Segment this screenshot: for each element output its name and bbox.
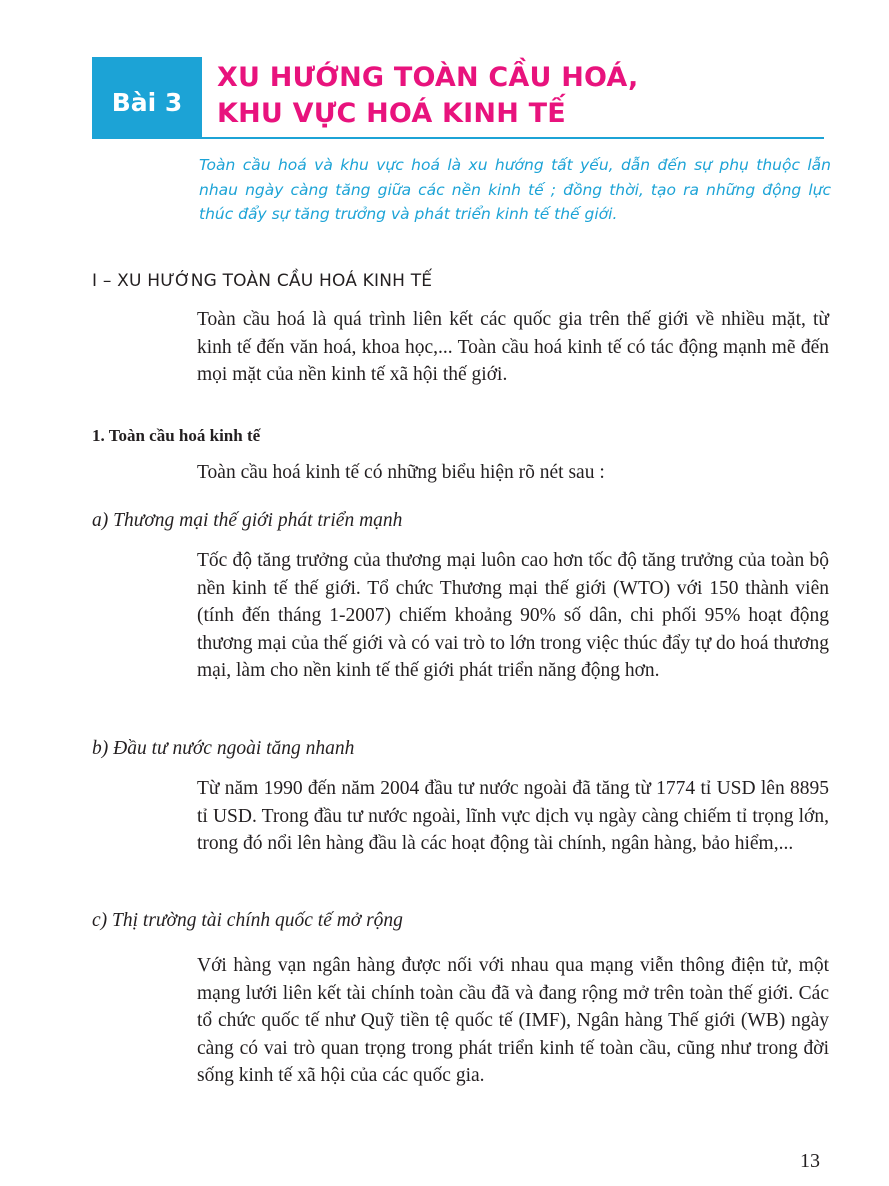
title-underline-divider	[202, 137, 824, 139]
item-b-paragraph: Từ năm 1990 đến năm 2004 đầu tư nước ngoài đã tăng từ 1774 tỉ USD lên 8895 tỉ USD. Trong đầu tư nước ngoài, lĩnh vực dịch vụ ngày càng chiếm tỉ trọng lớn, trong đó nổi lên hàng đầu là các hoạt động tài chính, ngân hàng, bảo hiểm,...	[197, 778, 829, 855]
section-heading: I – XU HƯỚNG TOÀN CẦU HOÁ KINH TẾ	[92, 271, 433, 291]
lesson-intro: Toàn cầu hoá và khu vực hoá là xu hướng tất yếu, dẫn đến sự phụ thuộc lẫn nhau ngày càng tăng giữa các nền kinh tế ; đồng thời, tạo ra những động lực thúc đẩy sự tăng trưởng và phát triển kinh tế thế giới.	[199, 156, 831, 223]
lesson-title-line-2: KHU VỰC HOÁ KINH TẾ	[217, 98, 566, 129]
lesson-title	[217, 60, 817, 132]
subsection-intro-paragraph: Toàn cầu hoá kinh tế có những biểu hiện rõ nét sau :	[197, 462, 605, 483]
lesson-label-box	[92, 57, 202, 139]
item-c-paragraph: Với hàng vạn ngân hàng được nối với nhau qua mạng viễn thông điện tử, một mạng lưới liên kết tài chính toàn cầu đã và đang rộng mở trên toàn thế giới. Các tổ chức quốc tế như Quỹ tiền tệ quốc tế (IMF), Ngân hàng Thế giới (WB) ngày càng có vai trò quan trọng trong phát triển kinh tế toàn cầu, cũng như trong đời sống kinh tế xã hội của các quốc gia.	[197, 955, 829, 1087]
item-b-heading: b) Đầu tư nước ngoài tăng nhanh	[92, 738, 355, 759]
section-intro-paragraph: Toàn cầu hoá là quá trình liên kết các quốc gia trên thế giới về nhiều mặt, từ kinh tế đến văn hoá, khoa học,... Toàn cầu hoá kinh tế có tác động mạnh mẽ đến mọi mặt của nền kinh tế xã hội thế giới.	[197, 309, 829, 386]
page-number: 13	[800, 1150, 820, 1172]
lesson-label: Bài 3	[111, 87, 183, 117]
lesson-title-line-1: XU HƯỚNG TOÀN CẦU HOÁ,	[217, 62, 639, 93]
item-a-paragraph: Tốc độ tăng trưởng của thương mại luôn cao hơn tốc độ tăng trưởng của toàn bộ nền kinh tế thế giới. Tổ chức Thương mại thế giới (WTO) với 150 thành viên (tính đến tháng 1-2007) chiếm khoảng 90% số dân, chi phối 95% hoạt động thương mại của thế giới và có vai trò to lớn trong việc thúc đẩy tự do hoá thương mại, làm cho nền kinh tế thế giới phát triển năng động hơn.	[197, 550, 829, 682]
subsection-heading: 1. Toàn cầu hoá kinh tế	[92, 426, 261, 445]
item-c-heading: c) Thị trường tài chính quốc tế mở rộng	[92, 910, 403, 931]
item-a-heading: a) Thương mại thế giới phát triển mạnh	[92, 510, 403, 531]
